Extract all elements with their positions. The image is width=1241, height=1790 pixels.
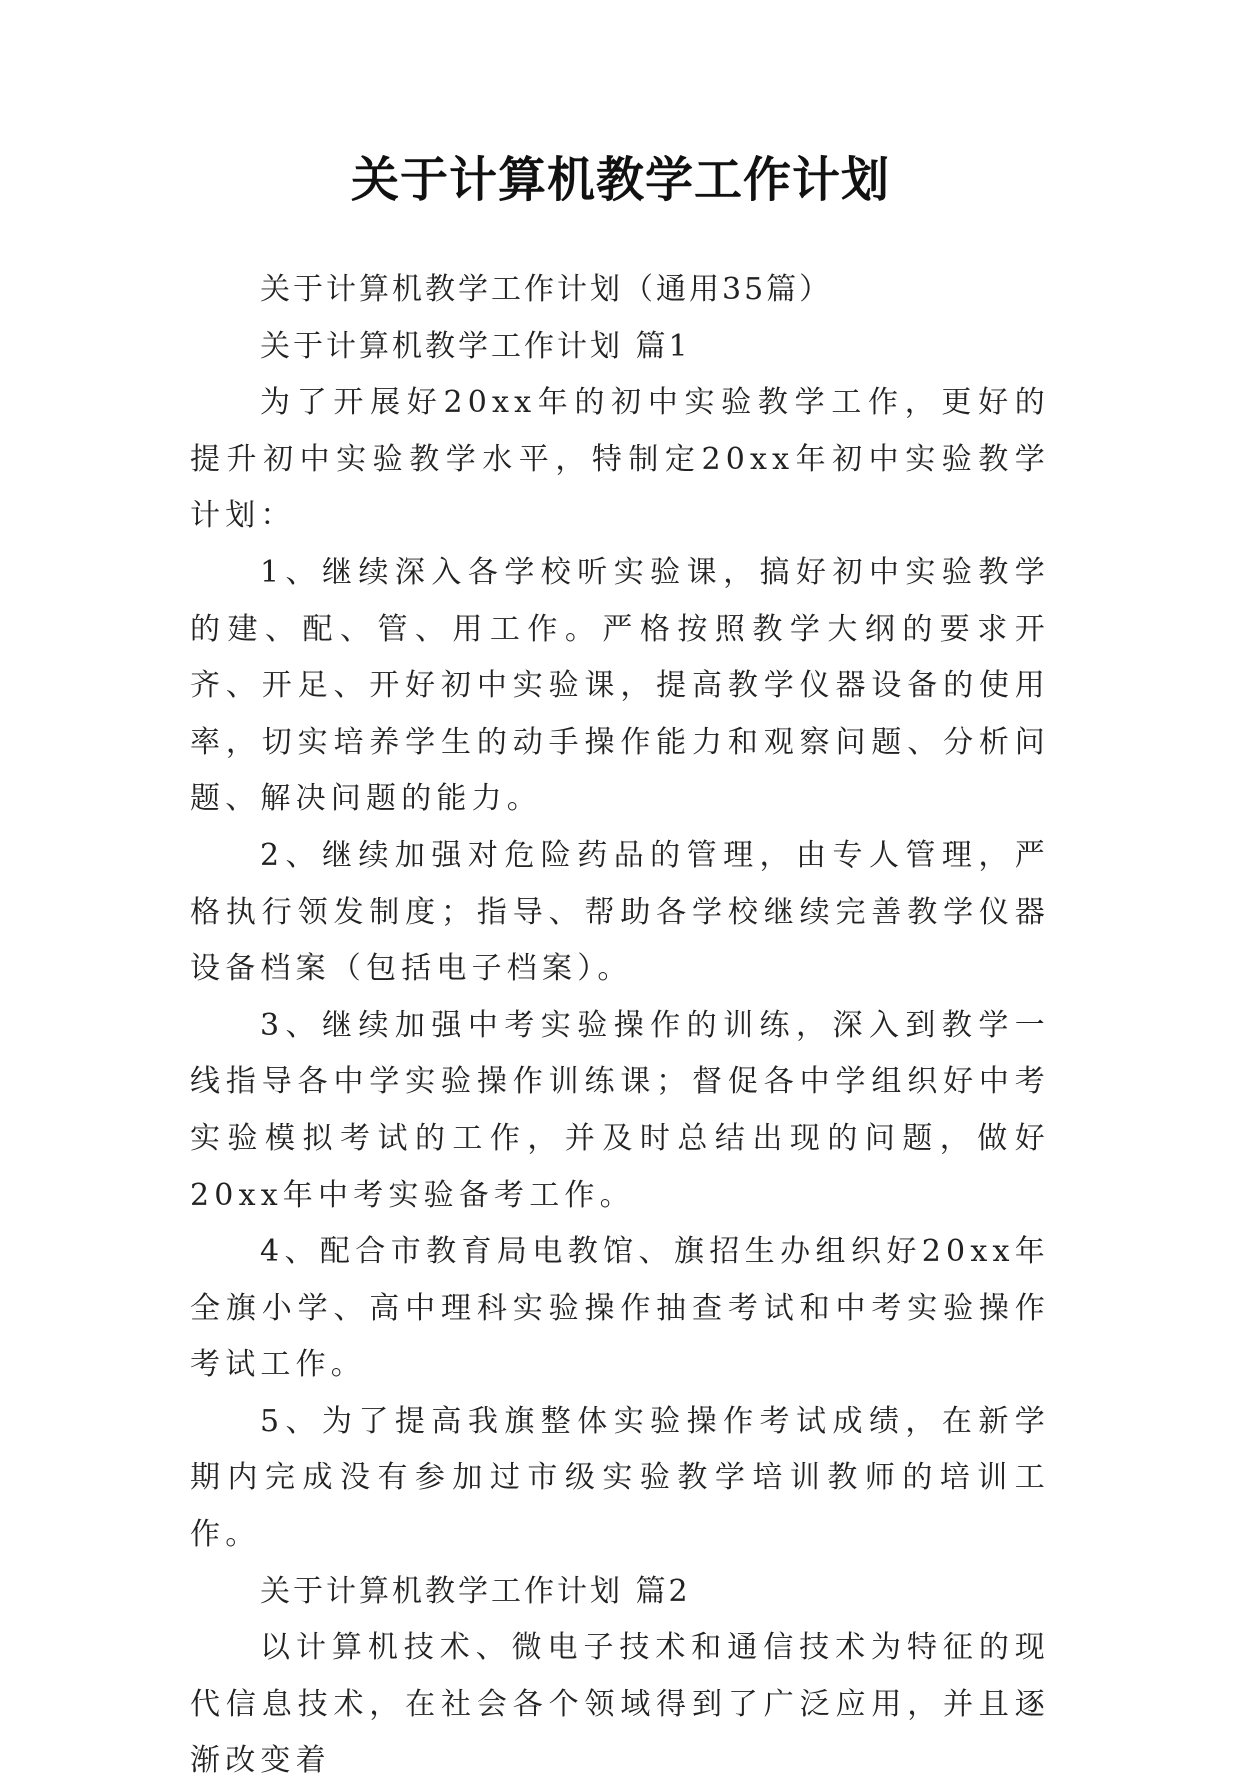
- section-heading-1: 关于计算机教学工作计划 篇1: [260, 328, 691, 364]
- document-subtitle: 关于计算机教学工作计划（通用35篇）: [260, 272, 833, 307]
- paragraph: 1、继续深入各学校听实验课，搞好初中实验教学的建、配、管、用工作。严格按照教学大纲的要求开齐、开足、开好初中实验课，提高教学仪器设备的使用率，切实培养学生的动手操作能力和观察问题、分析问题、解决问题的能力。: [190, 554, 1050, 817]
- paragraph: 5、为了提高我旗整体实验操作考试成绩，在新学期内完成没有参加过市级实验教学培训教师的培训工作。: [190, 1403, 1050, 1553]
- paragraph: 3、继续加强中考实验操作的训练，深入到教学一线指导各中学实验操作训练课；督促各中学组织好中考实验模拟考试的工作，并及时总结出现的问题，做好20xx年中考实验备考工作。: [190, 1007, 1050, 1213]
- paragraph: 4、配合市教育局电教馆、旗招生办组织好20xx年全旗小学、高中理科实验操作抽查考试和中考实验操作考试工作。: [190, 1234, 1050, 1383]
- section-heading-2: 关于计算机教学工作计划 篇2: [260, 1573, 691, 1609]
- paragraph: 为了开展好20xx年的初中实验教学工作，更好的提升初中实验教学水平，特制定20xx年初中实验教学计划：: [190, 385, 1050, 534]
- paragraph: 2、继续加强对危险药品的管理，由专人管理，严格执行领发制度；指导、帮助各学校继续完善教学仪器设备档案（包括电子档案）。: [190, 837, 1050, 987]
- paragraph: 以计算机技术、微电子技术和通信技术为特征的现代信息技术，在社会各个领域得到了广泛应用，并且逐渐改变着: [190, 1630, 1050, 1779]
- document-title: 关于计算机教学工作计划: [350, 152, 890, 208]
- document-body: [190, 262, 1050, 1790]
